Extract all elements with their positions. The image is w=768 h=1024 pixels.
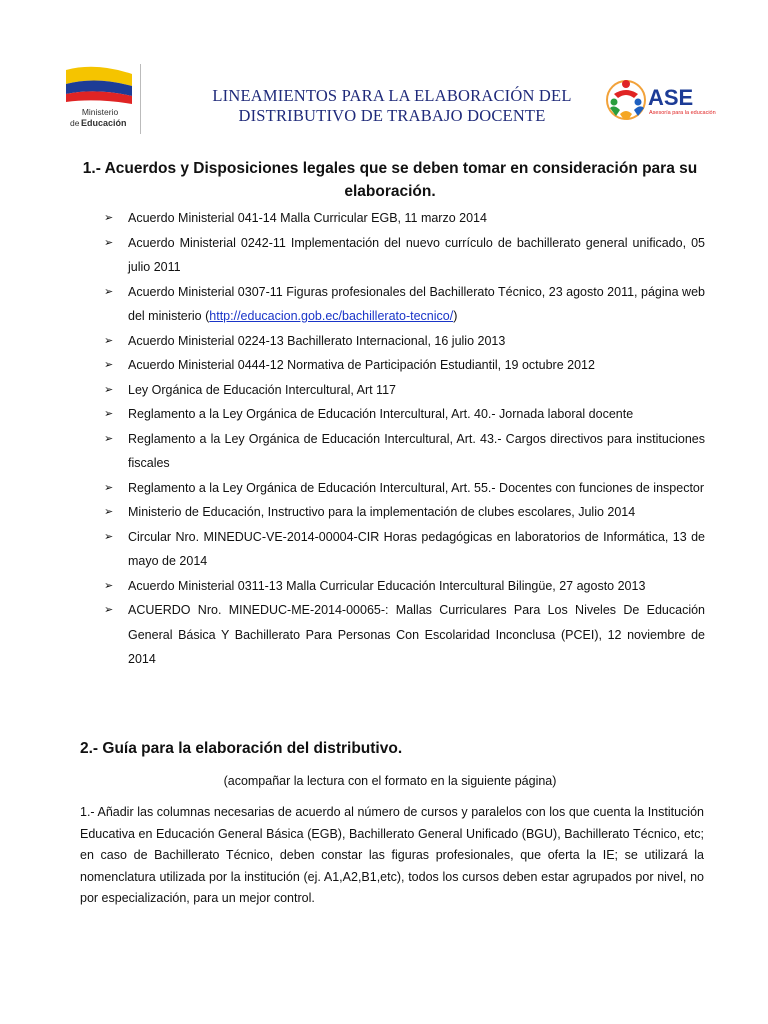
arrow-bullet-icon: ➢ [104, 579, 114, 592]
list-item-text-after: ) [453, 309, 458, 323]
document-header [62, 64, 716, 134]
arrow-bullet-icon: ➢ [104, 530, 114, 543]
list-item-text: Reglamento a la Ley Orgánica de Educación Intercultural, Art. 40.- Jornada laboral docente [128, 407, 634, 421]
ase-people-icon [604, 72, 716, 128]
list-item-text: Ley Orgánica de Educación Intercultural, Art 117 [128, 382, 396, 397]
list-item-text: Circular Nro. MINEDUC-VE-2014-00004-CIR Horas pedagógicas en laboratorios de Informática, 13 de mayo de 2014 [128, 529, 705, 568]
logo-text-line3: Educación [81, 118, 127, 128]
list-item [104, 525, 705, 574]
list-item [104, 598, 705, 672]
arrow-bullet-icon: ➢ [104, 359, 114, 371]
list-item-text: Acuerdo Ministerial 0444-12 Normativa de Participación Estudiantil, 19 octubre 2012 [128, 358, 595, 372]
list-item-text: ACUERDO Nro. MINEDUC-ME-2014-00065-: Mallas Curriculares Para Los Niveles De Educación General Básica Y Bachillerato Para Personas Con Escolaridad Inconclusa (PCEI), 12 noviembre de 2014 [128, 603, 705, 666]
title-line-2: DISTRIBUTIVO DE TRABAJO DOCENTE [238, 106, 546, 125]
ase-logo-subtext: Asesoría para la educación [649, 110, 716, 116]
list-item [104, 280, 705, 329]
list-item-text: Reglamento a la Ley Orgánica de Educación Intercultural, Art. 43.- Cargos directivos para instituciones fiscales [128, 431, 705, 470]
logo-text-line1: Ministerio [81, 107, 119, 117]
arrow-bullet-icon: ➢ [104, 334, 114, 347]
section-2-heading: 2.- Guía para la elaboración del distributivo. [80, 740, 403, 757]
logo-text-line2: de [70, 118, 80, 128]
section-1-heading: 1.- Acuerdos y Disposiciones legales que se deben tomar en consideración para su elaboración. [82, 160, 698, 200]
ministerio-educacion-logo [62, 64, 141, 134]
list-item-text: Ministerio de Educación, Instructivo para la implementación de clubes escolares, Julio 2014 [128, 505, 636, 519]
list-item [104, 378, 705, 403]
arrow-bullet-icon: ➢ [104, 236, 114, 249]
list-item [104, 206, 705, 231]
list-item [104, 574, 705, 599]
arrow-bullet-icon: ➢ [104, 481, 114, 494]
list-item [104, 500, 705, 525]
instruction-paragraph: 1.- Añadir las columnas necesarias de acuerdo al número de cursos y paralelos con los que cuenta la Institución Educativa en Educación General Básica (EGB), Bachillerato General Unificado (BGU), Bachillerato Técnico, etc; en caso de Bachillerato Técnico, deben constar las figuras profesionales, que oferta la IE; se utilizará la nomenclatura utilizada por la institución (ej. A1,A2,B1,etc), todos los cursos deben estar agrupados por nivel, no por especialización, para un mejor control. [80, 805, 704, 906]
list-item [104, 427, 705, 476]
list-item-text: Reglamento a la Ley Orgánica de Educación Intercultural, Art. 55.- Docentes con funciones de inspector [128, 480, 705, 495]
title-line-1: LINEAMIENTOS PARA LA ELABORACIÓN DEL [212, 86, 572, 105]
arrow-bullet-icon: ➢ [104, 383, 114, 396]
arrow-bullet-icon: ➢ [104, 408, 114, 420]
list-item-text: Acuerdo Ministerial 0224-13 Bachillerato Internacional, 16 julio 2013 [128, 333, 506, 348]
reading-note: (acompañar la lectura con el formato en la siguiente página) [223, 774, 557, 788]
ecuador-flag-icon [62, 64, 138, 134]
arrow-bullet-icon: ➢ [104, 285, 114, 298]
list-item-text: Acuerdo Ministerial 0311-13 Malla Curricular Educación Intercultural Bilingüe, 27 agosto 2013 [128, 578, 646, 593]
arrow-bullet-icon: ➢ [104, 212, 114, 224]
arrow-bullet-icon: ➢ [104, 604, 114, 616]
list-item-text: Acuerdo Ministerial 041-14 Malla Curricular EGB, 11 marzo 2014 [128, 211, 487, 225]
ase-logo-text: ASE [648, 85, 694, 110]
list-item [104, 402, 705, 427]
arrow-bullet-icon: ➢ [104, 506, 114, 518]
list-item-text: Acuerdo Ministerial 0242-11 Implementación del nuevo currículo de bachillerato general unificado, 05 julio 2011 [128, 235, 705, 274]
document-title [192, 86, 592, 126]
list-item [104, 231, 705, 280]
list-item [104, 476, 705, 501]
list-item [104, 329, 705, 354]
list-item-text: Acuerdo Ministerial 0307-11 Figuras profesionales del Bachillerato Técnico, 23 agosto 2011, página web del ministerio ( [128, 284, 705, 323]
ase-logo [604, 72, 716, 128]
list-item [104, 353, 705, 378]
bachillerato-tecnico-link[interactable]: http://educacion.gob.ec/bachillerato-tecnico/ [209, 309, 454, 323]
legal-references-list [104, 206, 705, 672]
arrow-bullet-icon: ➢ [104, 432, 114, 445]
